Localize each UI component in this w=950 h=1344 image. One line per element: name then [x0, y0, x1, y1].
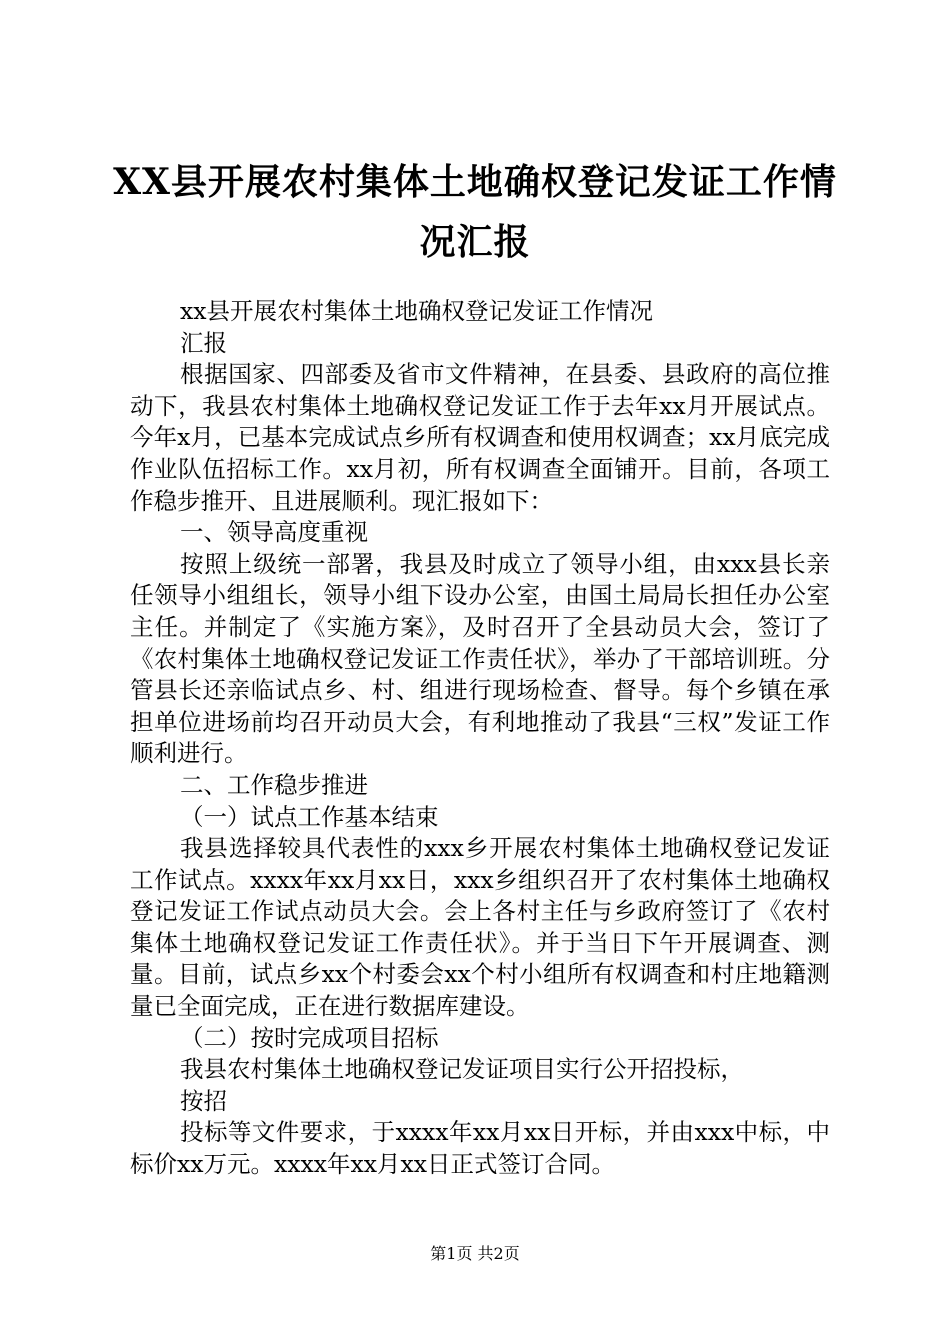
subtitle-continuation: 汇报	[180, 328, 227, 357]
paragraph-tender-detail: 投标等文件要求，于xxxx年xx月xx日开标，并由xxx中标，中标价xx万元。xxxx年xx月xx日正式签订合同。	[130, 1118, 830, 1179]
subsection-heading-1: （一）试点工作基本结束	[180, 802, 439, 831]
document-title-line-1: XX县开展农村集体土地确权登记发证工作情	[113, 161, 837, 203]
paragraph-tender-break: 按招	[180, 1086, 227, 1115]
document-title-line-2: 况汇报	[419, 221, 531, 263]
document-body	[130, 296, 830, 1181]
paragraph-tender-line: 我县农村集体土地确权登记发证项目实行公开招投标，	[180, 1055, 744, 1084]
paragraph-pilot: 我县选择较具代表性的xxx乡开展农村集体土地确权登记发证工作试点。xxxx年xx月xx日，xxx乡组织召开了农村集体土地确权登记发证工作试点动员大会。会上各村主任与乡政府签订了《农村集体土地确权登记发证工作责任状》。并于当日下午开展调查、测量。目前，试点乡xx个村委会xx个村小组所有权调查和村庄地籍测量已全面完成，正在进行数据库建设。	[130, 834, 830, 1021]
subsection-heading-2: （二）按时完成项目招标	[180, 1023, 439, 1052]
subtitle-line: xx县开展农村集体土地确权登记发证工作情况	[180, 297, 654, 325]
paragraph-intro: 根据国家、四部委及省市文件精神，在县委、县政府的高位推动下，我县农村集体土地确权登记发证工作于去年xx月开展试点。今年x月，已基本完成试点乡所有权调查和使用权调查；xx月底完成作业队伍招标工作。xx月初，所有权调查全面铺开。目前，各项工作稳步推开、且进展顺利。现汇报如下：	[130, 360, 830, 515]
page-footer: 第1页 共2页	[430, 1244, 520, 1263]
paragraph-leadership: 按照上级统一部署，我县及时成立了领导小组，由xxx县长亲任领导小组组长，领导小组下设办公室，由国土局局长担任办公室主任。并制定了《实施方案》，及时召开了全县动员大会，签订了《农村集体土地确权登记发证工作责任状》，举办了干部培训班。分管县长还亲临试点乡、村、组进行现场检查、督导。每个乡镇在承担单位进场前均召开动员大会，有利地推动了我县“三权”发证工作顺利进行。	[130, 549, 830, 768]
section-heading-2: 二、工作稳步推进	[180, 770, 368, 799]
section-heading-1: 一、领导高度重视	[180, 518, 368, 547]
